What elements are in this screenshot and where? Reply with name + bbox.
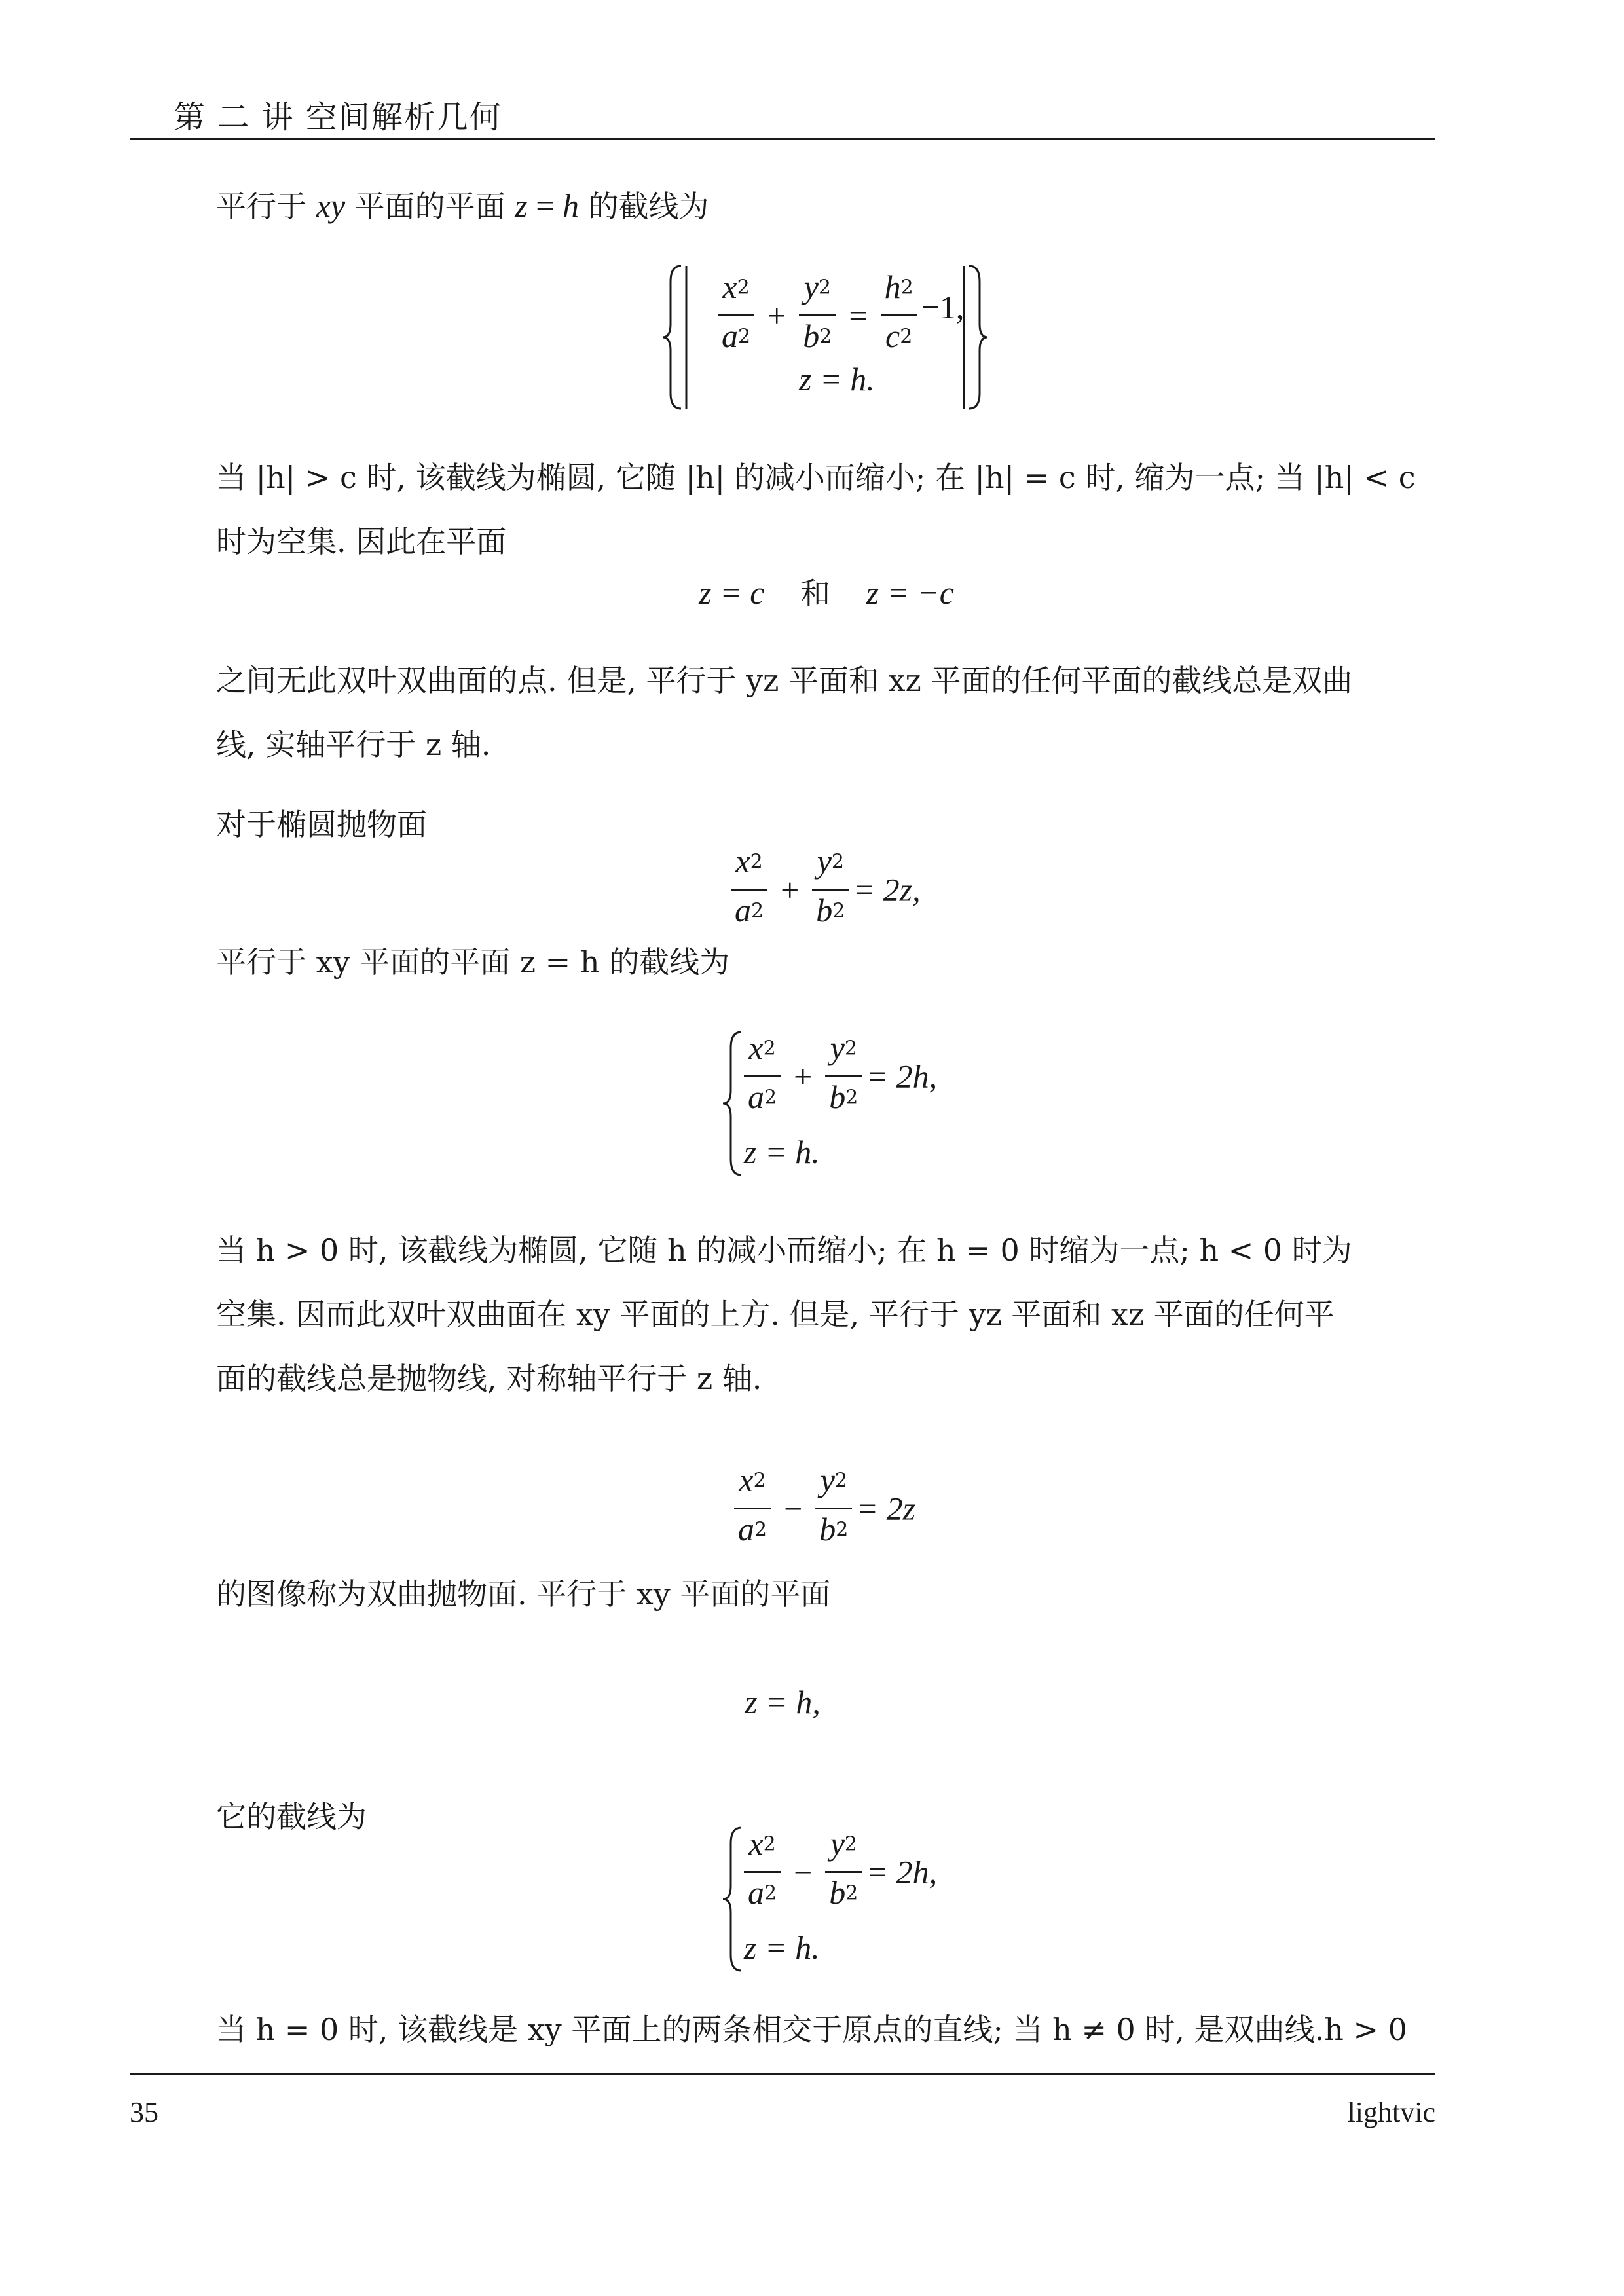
- var: y: [830, 1825, 845, 1862]
- exp: 2: [845, 1086, 858, 1109]
- equation-text: z = h.: [744, 1929, 820, 1966]
- page-number: 35: [130, 2096, 158, 2128]
- text: 的图像称为双曲抛物面. 平行于 xy 平面的平面: [216, 1576, 831, 1612]
- equation-text: z = h.: [744, 1134, 820, 1170]
- text: 当 h = 0 时, 该截线是 xy 平面上的两条相交于原点的直线; 当 h ≠ 0 时, 是双曲线.h > 0: [216, 2012, 1407, 2047]
- rhs: = 2z: [856, 1490, 916, 1527]
- var: b: [816, 892, 833, 929]
- var: b: [829, 1079, 846, 1115]
- exp: 2: [900, 325, 913, 348]
- exp: 2: [831, 850, 844, 874]
- text: 对于椭圆抛物面: [216, 807, 427, 842]
- exp: 2: [834, 1469, 847, 1492]
- text: 平行于 xy 平面的平面 z = h 的截线为: [216, 944, 730, 980]
- equation-text: z = h.: [799, 361, 875, 398]
- var: x: [748, 1029, 764, 1066]
- equation-hyperbolic-paraboloid: [730, 1460, 915, 1557]
- exp: 2: [819, 325, 832, 348]
- system-1-line-2: [799, 360, 875, 398]
- var: b: [819, 1511, 836, 1547]
- rhs: −1,: [921, 289, 965, 325]
- line: 时为空集. 因此在平面: [216, 524, 507, 559]
- header-rule: [130, 138, 1435, 140]
- exp: 2: [763, 1832, 776, 1856]
- exp: 2: [764, 1881, 777, 1905]
- var: y: [820, 1462, 835, 1498]
- var: b: [829, 1874, 846, 1911]
- text: 平面的平面: [345, 189, 515, 224]
- exp: 2: [738, 325, 751, 348]
- line: 面的截线总是抛物线, 对称轴平行于 z 轴.: [216, 1361, 762, 1396]
- double-left-brace: [661, 262, 701, 413]
- exp: 2: [844, 1037, 857, 1060]
- equation-text: z = h,: [745, 1684, 821, 1720]
- equals: =: [849, 297, 868, 334]
- var: a: [722, 318, 738, 354]
- running-header: 第 二 讲 空间解析几何: [174, 99, 502, 136]
- exp: 2: [753, 1469, 766, 1492]
- var: x: [735, 843, 750, 880]
- fraction: [815, 1460, 852, 1557]
- var: x: [748, 1825, 764, 1862]
- paragraph-3: [216, 648, 1434, 777]
- fraction: [881, 267, 917, 363]
- paragraph-5: [216, 930, 1434, 994]
- line: 空集. 因而此双叶双曲面在 xy 平面的上方. 但是, 平行于 yz 平面和 xz 平面的任何平: [216, 1297, 1335, 1332]
- plus: +: [781, 871, 800, 908]
- rhs: = 2h,: [866, 1058, 938, 1095]
- fraction: [718, 267, 754, 363]
- math-var: xy: [316, 187, 346, 224]
- fraction: [812, 842, 849, 938]
- equation-system-1: [661, 262, 989, 413]
- equation-z-h: [130, 1683, 1435, 1721]
- text: 它的截线为: [216, 1799, 367, 1834]
- var: a: [738, 1511, 754, 1547]
- var: a: [748, 1079, 764, 1115]
- exp: 2: [818, 276, 831, 299]
- fraction: [825, 1028, 862, 1124]
- var: b: [803, 318, 820, 354]
- double-right-brace: [950, 262, 989, 413]
- exp: 2: [844, 1832, 857, 1856]
- equation-system-2: [720, 1028, 995, 1179]
- line: 线, 实轴平行于 z 轴.: [216, 727, 491, 762]
- var: h: [884, 268, 901, 305]
- fraction: [799, 267, 836, 363]
- exp: 2: [751, 899, 764, 923]
- system-1-line-1: [714, 267, 964, 363]
- line: 当 |h| > c 时, 该截线为椭圆, 它随 |h| 的减小而缩小; 在 |h| = c 时, 缩为一点; 当 |h| < c: [216, 460, 1416, 495]
- exp: 2: [845, 1881, 858, 1905]
- paragraph-2: [216, 445, 1434, 574]
- var: c: [885, 318, 900, 354]
- exp: 2: [763, 1037, 776, 1060]
- paragraph-6: [216, 1218, 1434, 1411]
- author-name: lightvic: [1347, 2096, 1435, 2128]
- equation-elliptic-paraboloid: [727, 842, 921, 938]
- equation-left: z = c: [699, 574, 765, 611]
- minus: −: [794, 1853, 813, 1891]
- exp: 2: [764, 1086, 777, 1109]
- exp: 2: [836, 1518, 849, 1542]
- system-3-line-1: [740, 1824, 937, 1920]
- var: a: [735, 892, 751, 929]
- var: x: [739, 1462, 754, 1498]
- text: 的截线为: [578, 189, 709, 224]
- var: y: [830, 1029, 845, 1066]
- line: 之间无此双叶双曲面的点. 但是, 平行于 yz 平面和 xz 平面的任何平面的截线总是双曲: [216, 663, 1353, 698]
- paragraph-9: [216, 1997, 1434, 2062]
- line: 当 h > 0 时, 该截线为椭圆, 它随 h 的减小而缩小; 在 h = 0 时缩为一点; h < 0 时为: [216, 1232, 1352, 1268]
- var: a: [748, 1874, 764, 1911]
- rhs: = 2h,: [866, 1853, 938, 1891]
- exp: 2: [737, 276, 750, 299]
- fraction: [734, 1460, 771, 1557]
- math-var: h: [562, 187, 579, 224]
- system-3-line-2: [744, 1929, 820, 1967]
- exp: 2: [750, 850, 763, 874]
- fraction: [744, 1028, 781, 1124]
- paragraph-1: [216, 174, 1434, 238]
- exp: 2: [832, 899, 845, 923]
- fraction: [744, 1824, 781, 1920]
- equation-system-3: [720, 1824, 995, 1974]
- conjunction: 和: [800, 576, 831, 611]
- var: y: [803, 268, 819, 305]
- rhs: = 2z,: [853, 871, 921, 908]
- exp: 2: [754, 1518, 767, 1542]
- var: x: [722, 268, 737, 305]
- math-op: =: [527, 187, 563, 224]
- plus: +: [767, 297, 786, 334]
- system-2-line-1: [740, 1028, 937, 1124]
- var: y: [817, 843, 832, 880]
- minus: −: [784, 1490, 803, 1527]
- text: 平行于: [216, 189, 316, 224]
- fraction: [825, 1824, 862, 1920]
- paragraph-7: [216, 1562, 1434, 1626]
- math-var: z: [515, 187, 528, 224]
- equation-right: z = −c: [866, 574, 954, 611]
- fraction: [731, 842, 767, 938]
- plus: +: [794, 1058, 813, 1095]
- exp: 2: [900, 276, 913, 299]
- footer-rule: [130, 2073, 1435, 2075]
- system-2-line-2: [744, 1133, 820, 1171]
- equation-planes: [174, 570, 1479, 613]
